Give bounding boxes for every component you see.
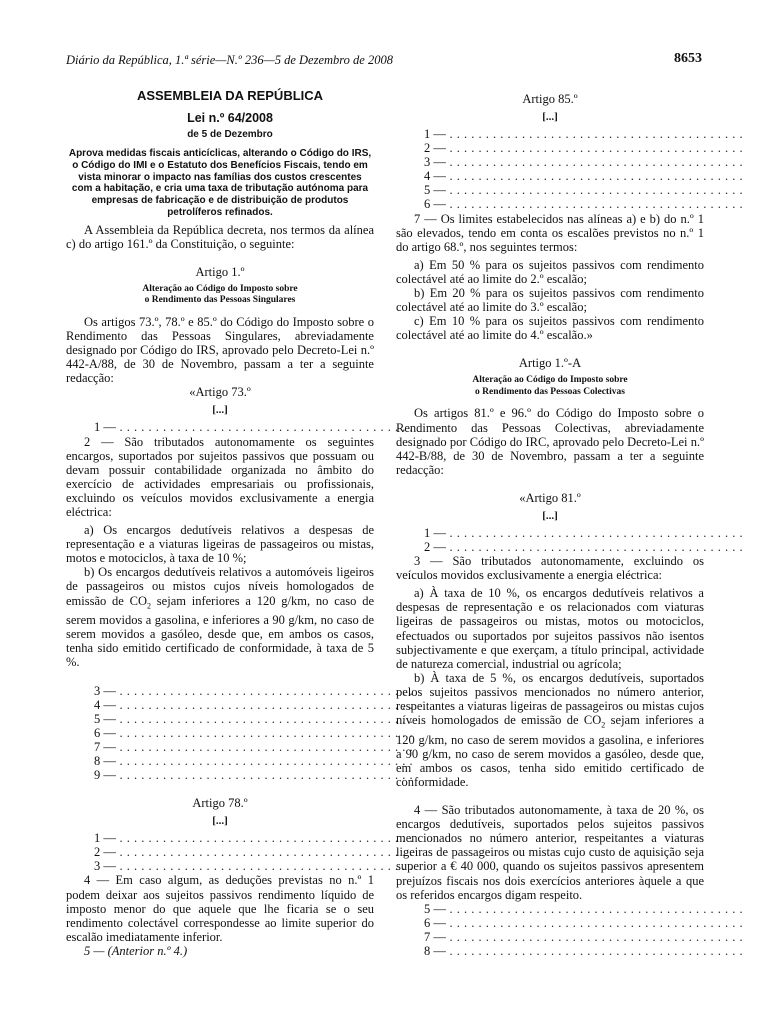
article-78-n5: 5 — (Anterior n.º 4.) <box>84 943 188 958</box>
article-73-b: b) Os encargos dedutíveis relativos a automóveis ligeiros de passageiros ou mistos cujos níveis homologados de emissão de $CO_2$ sejam inferiores a 120 g/km, no caso de serem movidos a gasolina, e inferiores a 90 g/km, no caso de serem movidos a gasóleo, desde que, em ambos os casos, tenha sido emitido certificado de conformidade, à taxa de 5 %. <box>66 565 374 670</box>
article-1a-body: Os artigos 81.º e 96.º do Código do Imposto sobre o Rendimento das Pessoas Colectivas, abreviadamente designado por Código do IRC, aprovado pelo Decreto-Lei n.º 442-B/88, de 30 de Novembro, passam a ter a seguinte redacção: <box>396 406 704 477</box>
intro-paragraph: A Assembleia da República decreta, nos termos da alínea c) do artigo 161.º da Constituição, o seguinte: <box>66 222 374 251</box>
article-1a-subtitle-2: o Rendimento das Pessoas Colectivas <box>475 386 625 397</box>
article-81-a: a) À taxa de 10 %, os encargos dedutíveis relativos a despesas de representação e os relacionados com viaturas ligeiras de passageiros ou mistas, motos ou motociclos, efectuados ou suportados por sujeitos passivos não isentos subjectivamente e que exerçam, a título principal, actividade de natureza comercial, industrial ou agrícola; <box>396 586 704 671</box>
article-85-n7: 7 — Os limites estabelecidos nas alíneas a) e b) do n.º 1 são elevados, tendo em conta os escalões previstos no n.º 1 do artigo 68.º, nos seguintes termos: <box>396 211 704 254</box>
article-1-subtitle-1: Alteração ao Código do Imposto sobre <box>142 283 298 294</box>
numbered-line: 6 — . . . . . . . . . . . . . . . . . . . . . . . . . . . . . . . . . . . . . . . . . <box>424 197 744 212</box>
article-1-title: Artigo 1.º <box>195 264 245 279</box>
numbered-line: 1 — . . . . . . . . . . . . . . . . . . . . . . . . . . . . . . . . . . . . . . . . . <box>424 127 744 141</box>
numbered-line: 7 — . . . . . . . . . . . . . . . . . . . . . . . . . . . . . . . . . . . . . . . . . <box>94 739 414 754</box>
article-81-title: «Artigo 81.º <box>519 490 581 505</box>
law-number: Lei n.º 64/2008 <box>187 111 273 125</box>
numbered-line: 3 — . . . . . . . . . . . . . . . . . . . . . . . . . . . . . . . . . . . . . . . . . <box>424 155 744 170</box>
numbered-line: 2 — . . . . . . . . . . . . . . . . . . . . . . . . . . . . . . . . . . . . . . . . . <box>424 141 744 156</box>
law-summary: Aprova medidas fiscais anticíclicas, alterando o Código do IRS, o Código do IMI e o Estatuto dos Benefícios Fiscais, tendo em vista minorar o impacto nas famílias dos custos crescentes com a habitação, e cria uma taxa de tributação autónoma para empresas de fabricação e de distribuição de produtos petrolíferos refinados. <box>68 148 372 218</box>
numbered-line: 7 — . . . . . . . . . . . . . . . . . . . . . . . . . . . . . . . . . . . . . . . . . <box>424 929 744 944</box>
article-85-title: Artigo 85.º <box>522 92 578 106</box>
numbered-line: 3 — . . . . . . . . . . . . . . . . . . . . . . . . . . . . . . . . . . . . . . . . . <box>94 859 414 874</box>
numbered-line: 5 — . . . . . . . . . . . . . . . . . . . . . . . . . . . . . . . . . . . . . . . . . <box>424 901 744 916</box>
article-81-ellipsis: [...] <box>542 509 558 522</box>
numbered-line: 5 — . . . . . . . . . . . . . . . . . . . . . . . . . . . . . . . . . . . . . . . . . <box>424 183 744 198</box>
article-78-n4: 4 — Em caso algum, as deduções previstas no n.º 1 podem deixar aos sujeitos passivos rendimento líquido de imposto menor do que aquele que lhe ficaria se o seu rendimento colectável correspondesse ao limite superior do escalão imediatamente inferior. <box>66 873 374 944</box>
article-1a-subtitle-1: Alteração ao Código do Imposto sobre <box>472 375 628 386</box>
numbered-line: 8 — . . . . . . . . . . . . . . . . . . . . . . . . . . . . . . . . . . . . . . . . . <box>424 944 744 958</box>
numbered-line: 9 — . . . . . . . . . . . . . . . . . . . . . . . . . . . . . . . . . . . . . . . . . <box>94 768 414 783</box>
numbered-line: 8 — . . . . . . . . . . . . . . . . . . . . . . . . . . . . . . . . . . . . . . . . . <box>94 754 414 768</box>
numbered-line: 2 — . . . . . . . . . . . . . . . . . . . . . . . . . . . . . . . . . . . . . . . . . <box>94 845 414 860</box>
numbered-line: 2 — . . . . . . . . . . . . . . . . . . . . . . . . . . . . . . . . . . . . . . . . . <box>424 539 744 554</box>
article-81-b: b) À taxa de 5 %, os encargos dedutíveis, suportados pelos sujeitos passivos mencionados no número anterior, respeitantes a viaturas ligeiras de passageiros ou mistas cujos níveis homologados de emissão de $CO_2$ sejam inferiores a 120 g/km, no caso de serem movidos a gasolina, e inferiores a 90 g/km, no caso de serem movidos a gasóleo, desde que, em ambos os casos, tenha sido emitido certificado de conformidade. <box>396 670 704 789</box>
numbered-line: 3 — . . . . . . . . . . . . . . . . . . . . . . . . . . . . . . . . . . . . . . . . . <box>94 683 414 698</box>
left-column <box>66 88 414 958</box>
page-header <box>66 53 702 73</box>
article-1a-title: Artigo 1.º-A <box>518 356 582 371</box>
org-heading: ASSEMBLEIA DA REPÚBLICA <box>136 88 324 103</box>
article-73-a: a) Os encargos dedutíveis relativos a despesas de representação e a viaturas ligeiras de passageiros ou mistas, motos e motociclos, à taxa de 10 %; <box>66 523 374 566</box>
article-1-subtitle-2: o Rendimento das Pessoas Singulares <box>144 295 296 306</box>
numbered-line: 4 — . . . . . . . . . . . . . . . . . . . . . . . . . . . . . . . . . . . . . . . . . <box>94 697 414 712</box>
article-73-ellipsis: [...] <box>212 404 228 417</box>
numbered-line: 6 — . . . . . . . . . . . . . . . . . . . . . . . . . . . . . . . . . . . . . . . . . <box>424 915 744 930</box>
numbered-line: 1 — . . . . . . . . . . . . . . . . . . . . . . . . . . . . . . . . . . . . . . . . . <box>94 831 414 846</box>
article-81-n3: 3 — São tributados autonomamente, excluindo os veículos movidos exclusivamente a energia eléctrica: <box>396 554 704 583</box>
article-81-n4: 4 — São tributados autonomamente, à taxa de 20 %, os encargos dedutíveis, suportados pelos sujeitos passivos mencionados no número anterior, respeitantes a viaturas ligeiras de passageiros ou mistas cujo custo de aquisição seja superior a € 40 000, quando os sujeitos passivos apresentem prejuízos fiscais nos dois exercícios anteriores àquele a que os referidos encargos digam respeito. <box>396 803 704 902</box>
numbered-line: 4 — . . . . . . . . . . . . . . . . . . . . . . . . . . . . . . . . . . . . . . . . . <box>424 169 744 184</box>
law-date: de 5 de Dezembro <box>187 129 273 140</box>
page-number: 8653 <box>674 51 702 66</box>
article-85-b: b) Em 20 % para os sujeitos passivos com rendimento colectável até ao limite do 3.º escalão; <box>396 286 704 315</box>
numbered-line: 1 — . . . . . . . . . . . . . . . . . . . . . . . . . . . . . . . . . . . . . . . . . <box>424 525 744 540</box>
article-73-title: «Artigo 73.º <box>189 385 251 400</box>
journal-title: Diário da República, 1.ª série—N.º 236—5 de Dezembro de 2008 <box>66 53 393 67</box>
article-85-c: c) Em 10 % para os sujeitos passivos com rendimento colectável até ao limite do 4.º escalão.» <box>396 314 704 343</box>
numbered-line: 5 — . . . . . . . . . . . . . . . . . . . . . . . . . . . . . . . . . . . . . . . . . <box>94 711 414 726</box>
right-column <box>396 92 744 958</box>
article-85-a: a) Em 50 % para os sujeitos passivos com rendimento colectável até ao limite do 2.º escalão; <box>396 257 704 286</box>
numbered-line: 6 — . . . . . . . . . . . . . . . . . . . . . . . . . . . . . . . . . . . . . . . . . <box>94 725 414 740</box>
article-73-n2: 2 — São tributados autonomamente os seguintes encargos, suportados por sujeitos passivos que possuam ou devam possuir contabilidade organizada no âmbito do exercício de actividades empresariais ou profissionais, excluindo os veículos movidos exclusivamente a energia eléctrica: <box>66 434 374 519</box>
numbered-line: 1 — . . . . . . . . . . . . . . . . . . . . . . . . . . . . . . . . . . . . . . . . . <box>94 420 414 435</box>
article-78-title: Artigo 78.º <box>192 796 248 811</box>
article-85-ellipsis: [...] <box>542 111 558 123</box>
article-78-ellipsis: [...] <box>212 815 228 828</box>
article-1-body: Os artigos 73.º, 78.º e 85.º do Código do Imposto sobre o Rendimento das Pessoas Singulares, abreviadamente designado por Código do IRS, aprovado pelo Decreto-Lei n.º 442-A/88, de 30 de Novembro, passam a ter a seguinte redacção: <box>66 314 374 386</box>
